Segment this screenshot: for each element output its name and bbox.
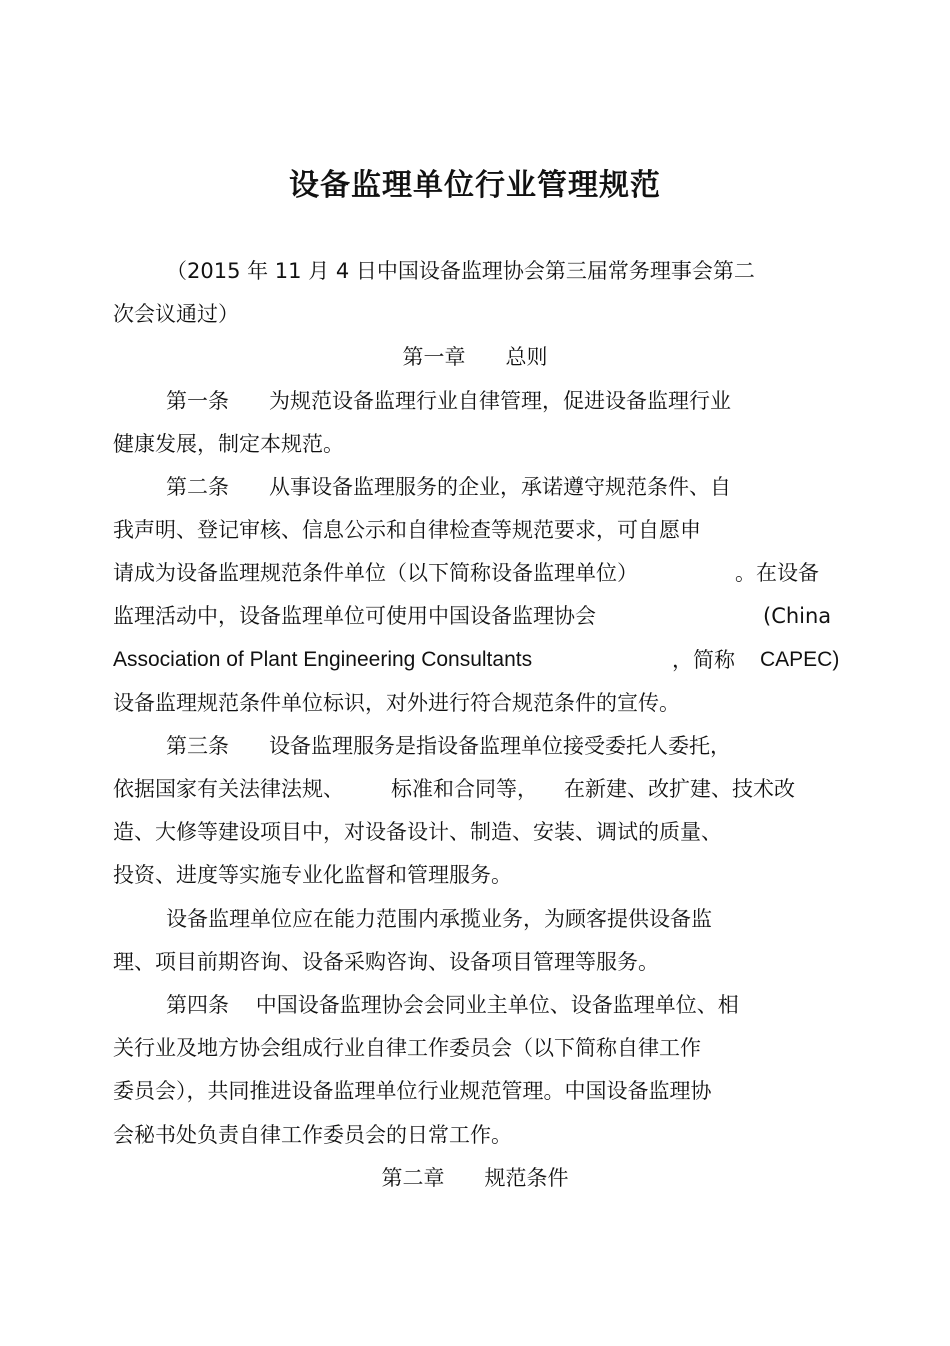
article-4-line-3: 委员会），共同推进设备监理单位行业规范管理。中国设备监理协 — [113, 1079, 712, 1103]
article-3-line-4: 投资、进度等实施专业化监督和管理服务。 — [113, 863, 512, 887]
article-2-line-5-end: CAPEC) — [760, 648, 840, 671]
chapter-1-heading: 第一章 总则 — [402, 345, 548, 369]
article-1-line-2: 健康发展，制定本规范。 — [113, 432, 344, 456]
article-3-para-2-line-2: 理、项目前期咨询、设备采购咨询、设备项目管理等服务。 — [113, 950, 659, 974]
article-3-line-3: 造、大修等建设项目中，对设备设计、制造、安装、调试的质量、 — [113, 820, 722, 844]
adoption-note-line-1: （2015 年 11 月 4 日中国设备监理协会第三届常务理事会第二 — [166, 259, 755, 283]
article-2-line-4-end: (China — [763, 604, 832, 628]
article-2-line-5: Association of Plant Engineering Consultants — [113, 648, 533, 671]
adoption-note-line-2: 次会议通过） — [113, 302, 239, 326]
article-3-line-1: 第三条 设备监理服务是指设备监理单位接受委托人委托， — [166, 734, 732, 758]
chapter-2-heading: 第二章 规范条件 — [381, 1166, 569, 1190]
article-4-line-2: 关行业及地方协会组成行业自律工作委员会（以下简称自律工作 — [113, 1036, 701, 1060]
article-3-para-2-line-1: 设备监理单位应在能力范围内承揽业务，为顾客提供设备监 — [166, 907, 712, 931]
article-4-line-4: 会秘书处负责自律工作委员会的日常工作。 — [113, 1123, 512, 1147]
article-2-line-6: 设备监理规范条件单位标识，对外进行符合规范条件的宣传。 — [113, 691, 680, 715]
document-title: 设备监理单位行业管理规范 — [289, 168, 661, 203]
article-2-line-1: 第二条 从事设备监理服务的企业，承诺遵守规范条件、自 — [166, 475, 732, 499]
article-2-line-4: 监理活动中，设备监理单位可使用中国设备监理协会 — [113, 604, 596, 628]
article-3-line-2a: 依据国家有关法律法规、 — [113, 777, 344, 801]
article-2-line-3-end: 。在设备 — [735, 561, 819, 585]
article-1-line-1: 第一条 为规范设备监理行业自律管理，促进设备监理行业 — [166, 389, 732, 413]
article-2-line-2: 我声明、登记审核、信息公示和自律检查等规范要求，可自愿申 — [113, 518, 701, 542]
article-2-line-3: 请成为设备监理规范条件单位（以下简称设备监理单位） — [113, 561, 638, 585]
article-3-line-2c: 在新建、改扩建、技术改 — [564, 777, 795, 801]
article-3-line-2b: 标准和合同等， — [391, 777, 538, 801]
article-4-line-1: 第四条 中国设备监理协会会同业主单位、设备监理单位、相 — [166, 993, 739, 1017]
article-2-line-5-mid: ，简称 — [672, 648, 735, 672]
